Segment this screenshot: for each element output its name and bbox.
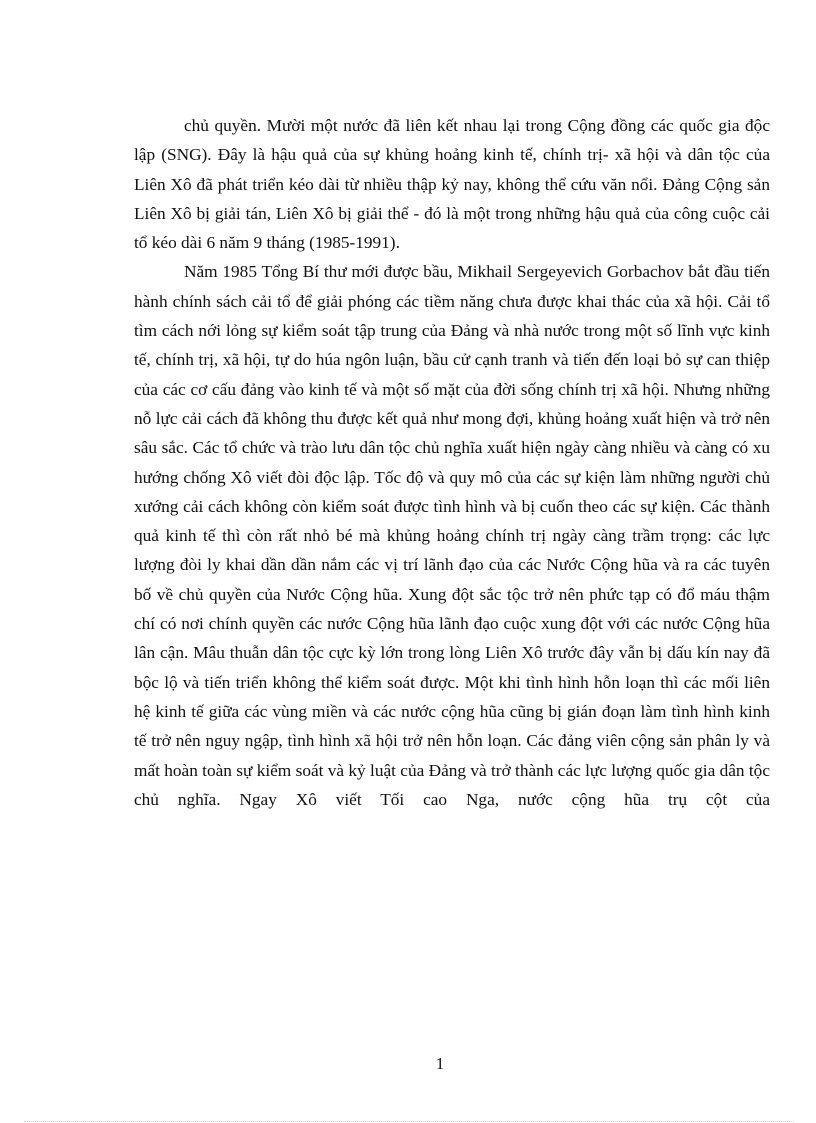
body-text <box>134 111 770 814</box>
footer-divider <box>24 1121 794 1122</box>
page-number: 1 <box>435 1054 445 1073</box>
paragraph-continuation: chủ quyền. Mười một nước đã liên kết nhau lại trong Cộng đồng các quốc gia độc lập (SNG). Đây là hậu quả của sự khủng hoảng kinh tế, chính trị- xã hội và dân tộc của Liên Xô đã phát triển kéo dài từ nhiều thập kỷ nay, không thể cứu văn nổi. Đảng Cộng sản Liên Xô bị giải tán, Liên Xô bị giải thể - đó là một trong những hậu quả của công cuộc cải tổ kéo dài 6 năm 9 tháng (1985-1991). <box>134 116 770 253</box>
paragraph-gorbachov-reform: Năm 1985 Tổng Bí thư mới được bầu, Mikhail Sergeyevich Gorbachov bắt đầu tiến hành chính sách cải tổ để giải phóng các tiềm năng chưa được khai thác của xã hội. Cải tổ tìm cách nới lỏng sự kiểm soát tập trung của Đảng và nhà nước trong một số lĩnh vực kinh tế, chính trị, xã hội, tự do húa ngôn luận, bầu cử cạnh tranh và tiến đến loại bỏ sự can thiệp của các cơ cấu đảng vào kinh tế và một số mặt của đời sống chính trị xã hội. Nhưng những nỗ lực cải cách đã không thu được kết quả như mong đợi, khủng hoảng xuất hiện và trở nên sâu sắc. Các tổ chức và trào lưu dân tộc chủ nghĩa xuất hiện ngày càng nhiều và càng có xu hướng chống Xô viết đòi độc lập. Tốc độ và quy mô của các sự kiện làm những người chủ xướng cải cách không còn kiểm soát được tình hình và bị cuốn theo các sự kiện. Các thành quả kinh tế thì còn rất nhỏ bé mà khủng hoảng chính trị ngày càng trầm trọng: các lực lượng đòi ly khai dần dần nắm các vị trí lãnh đạo của các Nước Cộng hũa và ra các tuyên bố về chủ quyền của Nước Cộng hũa. Xung đột sắc tộc trở nên phức tạp có đổ máu thậm chí có nơi chính quyền các nước Cộng hũa lãnh đạo cuộc xung đột với các nước Cộng hũa lân cận. Mâu thuẫn dân tộc cực kỳ lớn trong lòng Liên Xô trước đây vẫn bị dấu kín nay đã bộc lộ và tiến triển không thể kiểm soát được. Một khi tình hình hỗn loạn thì các mối liên hệ kinh tế giữa các vùng miền và các nước cộng hũa cũng bị gián đoạn làm tình hình kinh tế trở nên nguy ngập, tình hình xã hội trở nên hỗn loạn. Các đảng viên cộng sản phân ly và mất hoàn toàn sự kiểm soát và kỷ luật của Đảng và trở thành các lực lượng quốc gia dân tộc chủ nghĩa. Ngay Xô viết Tối cao Nga, nước cộng hũa trụ cột của <box>134 262 770 809</box>
